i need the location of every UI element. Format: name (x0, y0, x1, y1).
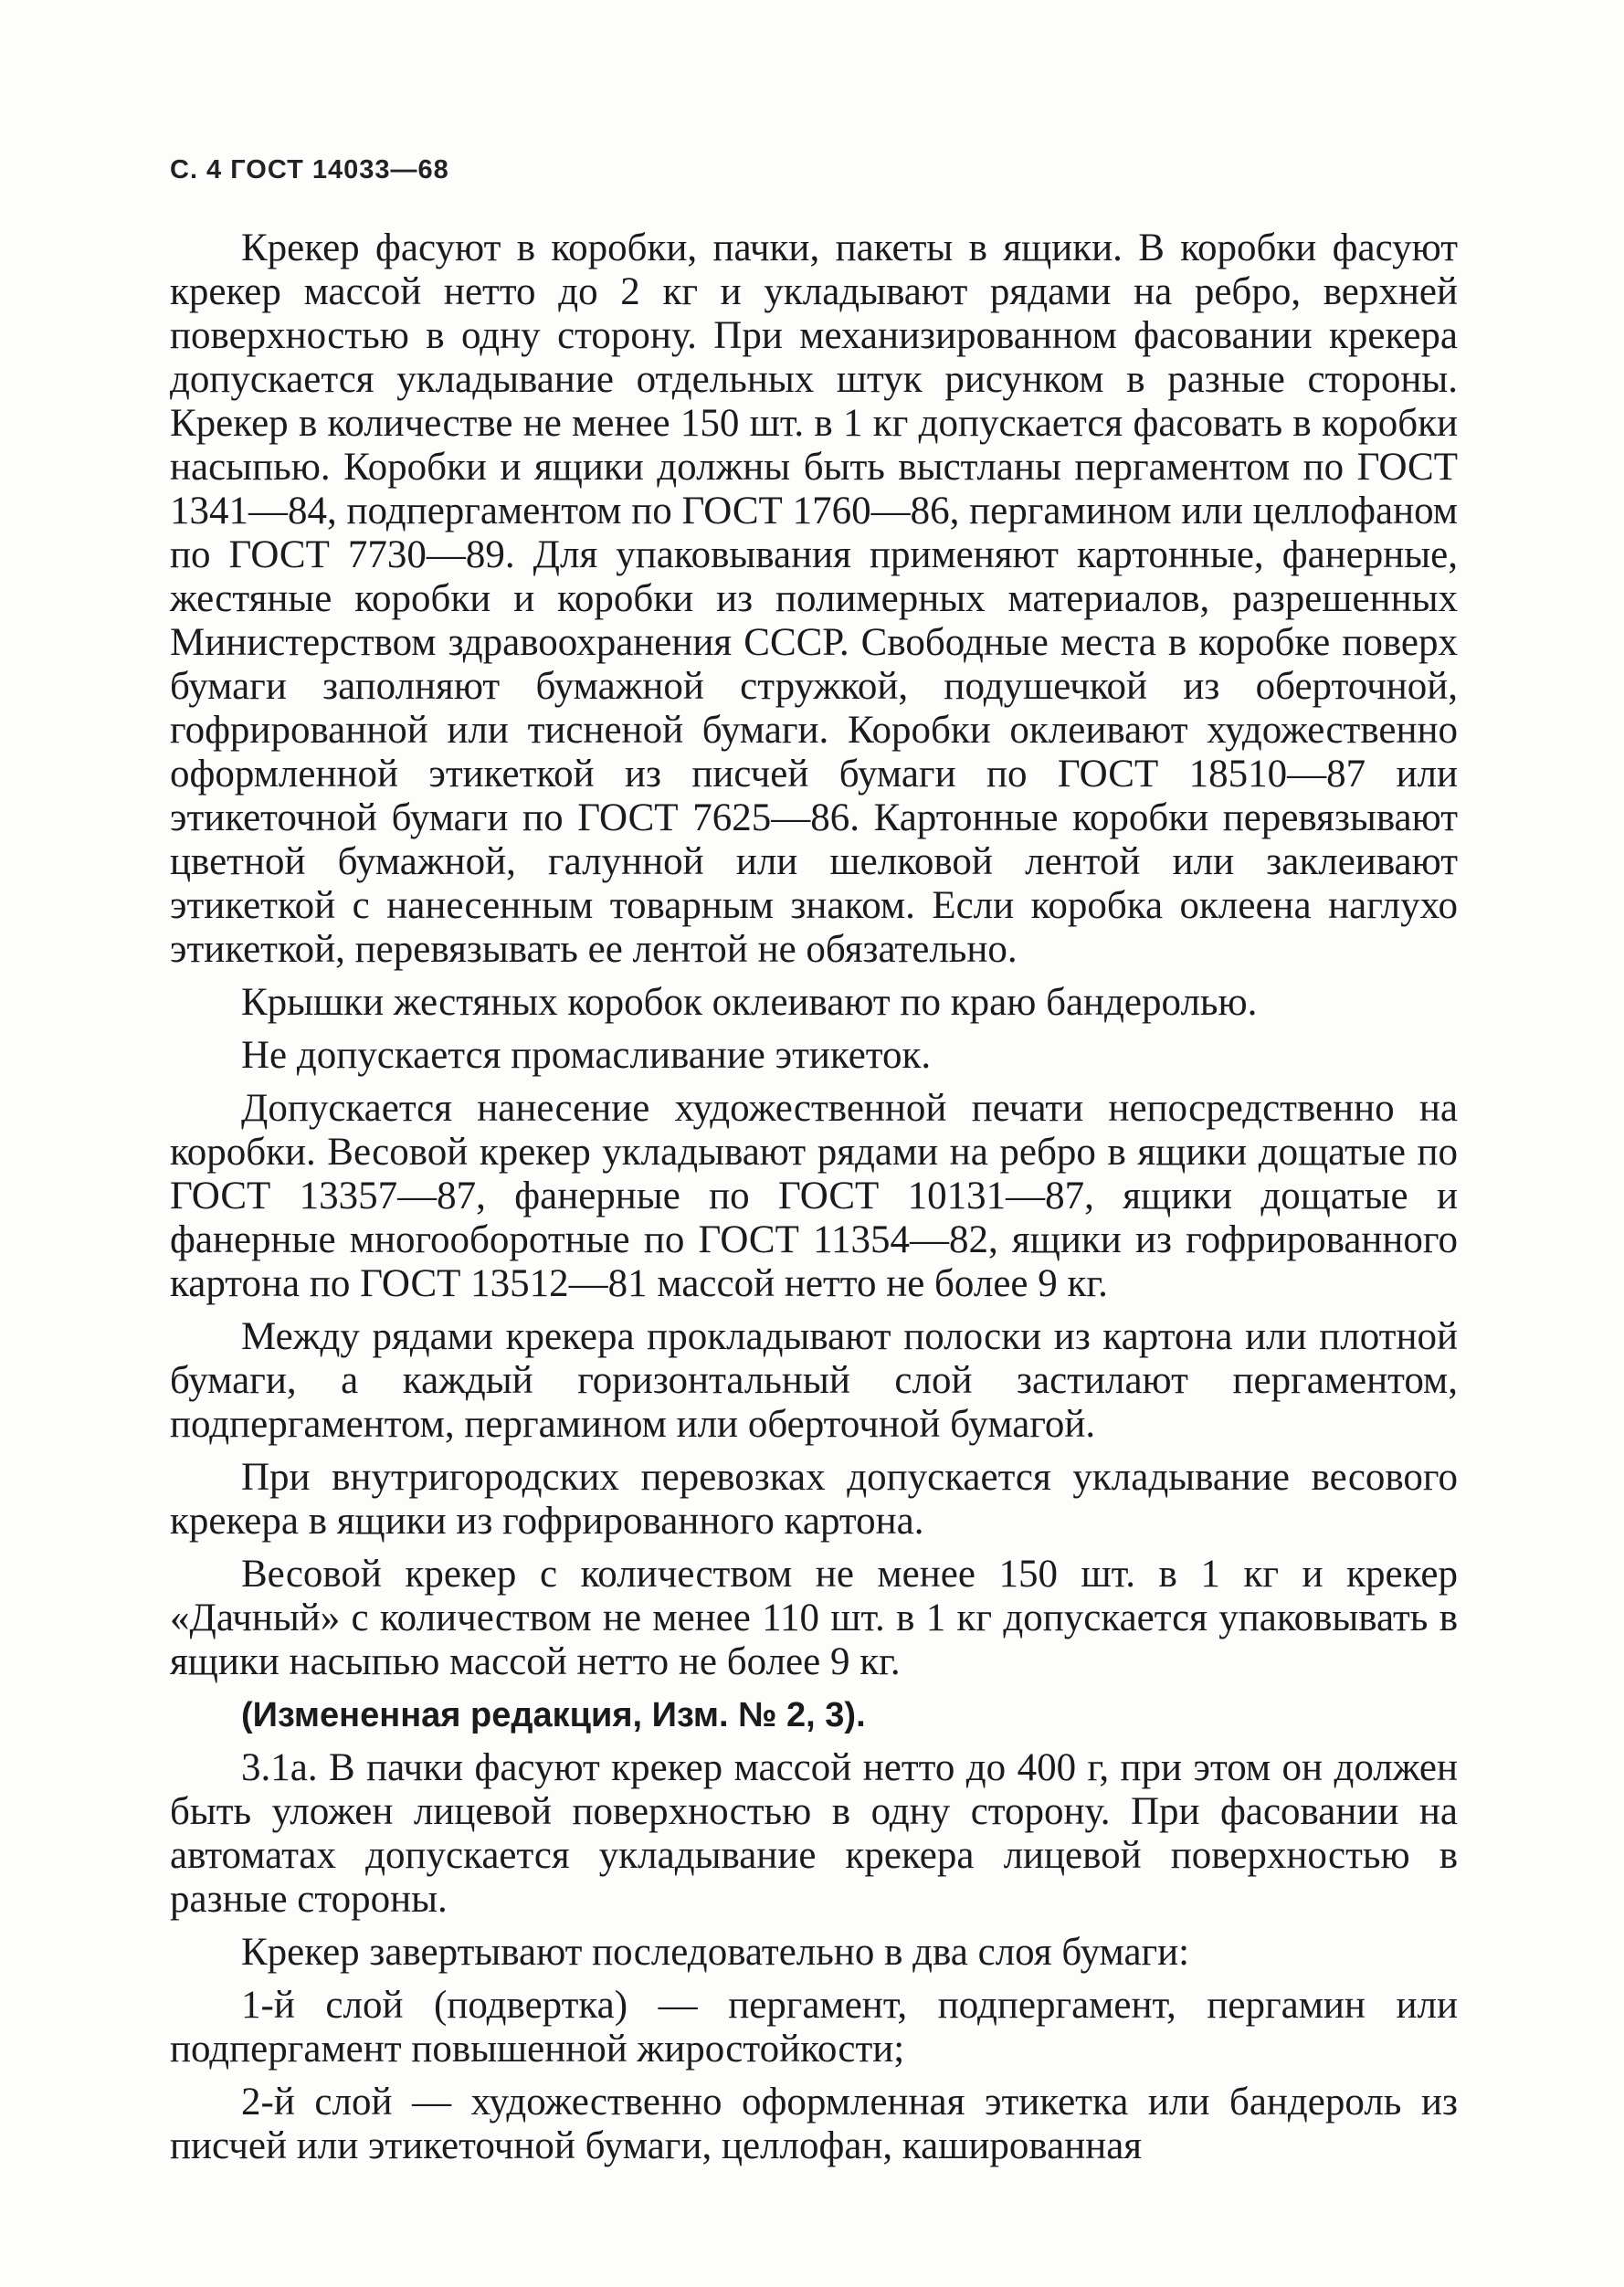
paragraph-row-strips: Между рядами крекера прокладывают полоски из картона или плотной бумаги, а каждый горизонтальный слой застилают пергаментом, подпергаментом, пергамином или оберточной бумагой. (170, 1315, 1458, 1446)
paragraph-bulk-packing: Весовой крекер с количеством не менее 150 шт. в 1 кг и крекер «Дачный» с количеством не менее 110 шт. в 1 кг допускается упаковывать в ящики насыпью массой нетто не более 9 кг. (170, 1553, 1458, 1683)
paragraph-tin-lids: Крышки жестяных коробок оклеивают по краю бандеролью. (241, 981, 1258, 1024)
paragraph-art-printing: Допускается нанесение художественной печати непосредственно на коробки. Весовой крекер укладывают рядами на ребро в ящики дощатые по ГОСТ 13357—87, фанерные по ГОСТ 10131—87, ящики дощатые и фанерные многооборотные по ГОСТ 11354—82, ящики из гофрированного картона по ГОСТ 13512—81 массой нетто не более 9 кг. (170, 1087, 1458, 1305)
paragraph-section-3-1a: 3.1а. В пачки фасуют крекер массой нетто до 400 г, при этом он должен быть уложен лицевой поверхностью в одну сторону. При фасовании на автоматах допускается укладывание крекера лицевой поверхностью в разные стороны. (170, 1746, 1458, 1921)
amendment-note: (Измененная редакция, Изм. № 2, 3). (241, 1696, 866, 1734)
body-text (170, 227, 1458, 2177)
paragraph-packaging-boxes: Крекер фасуют в коробки, пачки, пакеты в ящики. В коробки фасуют крекер массой нетто до 2 кг и укладывают рядами на ребро, верхней поверхностью в одну сторону. При механизированном фасовании крекера допускается укладывание отдельных штук рисунком в разные стороны. Крекер в количестве не менее 150 шт. в 1 кг допускается фасовать в коробки насыпью. Коробки и ящики должны быть выстланы пергаментом по ГОСТ 1341—84, подпергаментом по ГОСТ 1760—86, пергамином или целлофаном по ГОСТ 7730—89. Для упаковывания применяют картонные, фанерные, жестяные коробки и коробки из полимерных материалов, разрешенных Министерством здравоохранения СССР. Свободные места в коробке поверх бумаги заполняют бумажной стружкой, подушечкой из оберточной, гофрированной или тисненой бумаги. Коробки оклеивают художественно оформленной этикеткой из писчей бумаги по ГОСТ 18510—87 или этикеточной бумаги по ГОСТ 7625—86. Картонные коробки перевязывают цветной бумажной, галунной или шелковой лентой или заклеивают этикеткой с нанесенным товарным знаком. Если коробка оклеена наглухо этикеткой, перевязывать ее лентой не обязательно. (170, 227, 1458, 971)
paragraph-layer-1: 1-й слой (подвертка) — пергамент, подпергамент, пергамин или подпергамент повышенной жиростойкости; (170, 1984, 1458, 2071)
paragraph-label-oiling: Не допускается промасливание этикеток. (241, 1034, 932, 1077)
paragraph-layer-2: 2-й слой — художественно оформленная этикетка или бандероль из писчей или этикеточной бумаги, целлофан, кашированная (170, 2081, 1458, 2167)
running-header: С. 4 ГОСТ 14033—68 (170, 155, 449, 184)
paragraph-city-transport: При внутригородских перевозках допускается укладывание весового крекера в ящики из гофрированного картона. (170, 1456, 1458, 1543)
paragraph-wrapping: Крекер завертывают последовательно в два слоя бумаги: (241, 1931, 1190, 1974)
